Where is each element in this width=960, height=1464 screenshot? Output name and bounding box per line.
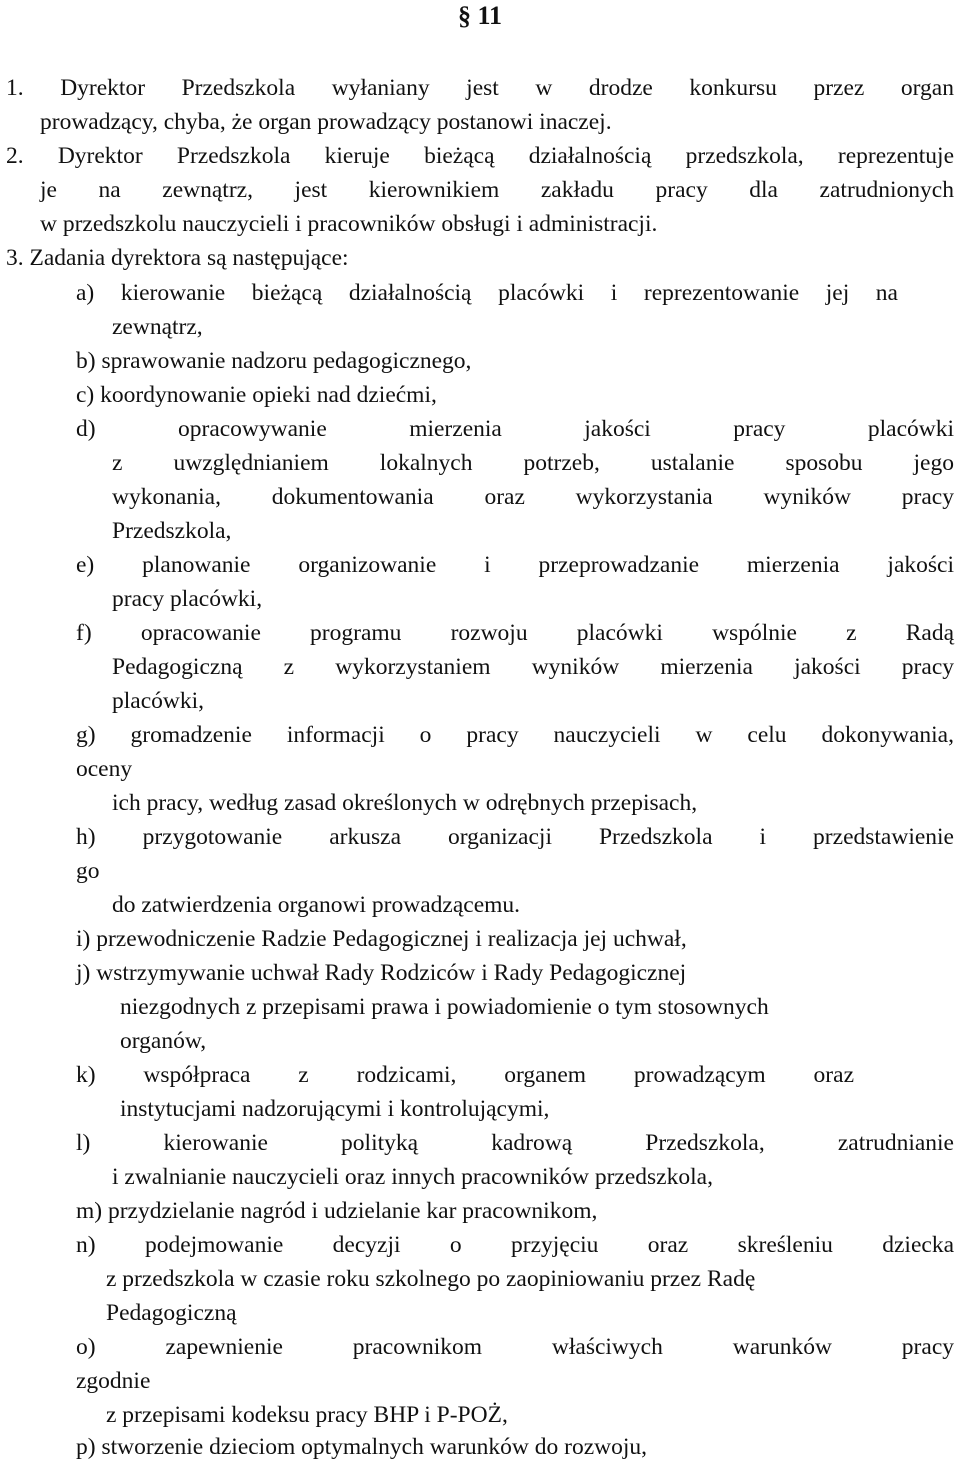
section-heading: § 11 — [457, 1, 503, 30]
task-g-line-2: oceny — [76, 756, 133, 782]
task-g-line-1: g) gromadzenie informacji o pracy nauczycieli w celu dokonywania, — [76, 722, 954, 748]
task-j-line-2: niezgodnych z przepisami prawa i powiadomienie o tym stosownych — [120, 994, 769, 1020]
task-b: b) sprawowanie nadzoru pedagogicznego, — [76, 348, 472, 374]
task-e-line-2: pracy placówki, — [112, 586, 263, 612]
paragraph-2-line-1: 2. Dyrektor Przedszkola kieruje bieżącą działalnością przedszkola, reprezentuje — [6, 143, 954, 169]
task-d-line-4: Przedszkola, — [112, 518, 232, 544]
task-c: c) koordynowanie opieki nad dziećmi, — [76, 382, 437, 408]
task-l-line-1: l) kierowanie polityką kadrową Przedszkola, zatrudnianie — [76, 1130, 954, 1156]
paragraph-1-line-2: prowadzący, chyba, że organ prowadzący postanowi inaczej. — [40, 109, 612, 135]
task-h-line-2: go — [76, 858, 100, 884]
task-f-line-2: Pedagogiczną z wykorzystaniem wyników mierzenia jakości pracy — [112, 654, 954, 680]
paragraph-1-line-1: 1. Dyrektor Przedszkola wyłaniany jest w drodze konkursu przez organ — [6, 75, 954, 101]
task-l-line-2: i zwalnianie nauczycieli oraz innych pracowników przedszkola, — [112, 1164, 713, 1190]
task-d-line-3: wykonania, dokumentowania oraz wykorzystania wyników pracy — [112, 484, 954, 510]
task-i: i) przewodniczenie Radzie Pedagogicznej i realizacja jej uchwał, — [76, 926, 687, 952]
task-o-line-1: o) zapewnienie pracownikom właściwych warunków pracy — [76, 1334, 954, 1360]
task-k-line-1: k) współpraca z rodzicami, organem prowadzącym oraz — [76, 1062, 854, 1088]
task-a-line-1: a) kierowanie bieżącą działalnością placówki i reprezentowanie jej na — [76, 280, 898, 306]
task-p: p) stworzenie dzieciom optymalnych warunków do rozwoju, — [76, 1434, 648, 1460]
task-h-line-1: h) przygotowanie arkusza organizacji Przedszkola i przedstawienie — [76, 824, 954, 850]
task-f-line-1: f) opracowanie programu rozwoju placówki wspólnie z Radą — [76, 620, 954, 646]
task-o-line-3: z przepisami kodeksu pracy BHP i P-POŻ, — [106, 1402, 508, 1428]
task-o-line-2: zgodnie — [76, 1368, 151, 1394]
task-e-line-1: e) planowanie organizowanie i przeprowadzanie mierzenia jakości — [76, 552, 954, 578]
task-n-line-2: z przedszkola w czasie roku szkolnego po zaopiniowaniu przez Radę — [106, 1266, 756, 1292]
task-k-line-2: instytucjami nadzorującymi i kontrolującymi, — [120, 1096, 550, 1122]
task-j-line-3: organów, — [120, 1028, 207, 1054]
task-f-line-3: placówki, — [112, 688, 205, 714]
task-n-line-1: n) podejmowanie decyzji o przyjęciu oraz skreśleniu dziecka — [76, 1232, 954, 1258]
paragraph-2-line-2: je na zewnątrz, jest kierownikiem zakładu pracy dla zatrudnionych — [40, 177, 954, 203]
task-h-line-3: do zatwierdzenia organowi prowadzącemu. — [112, 892, 521, 918]
task-d-line-2: z uwzględnianiem lokalnych potrzeb, ustalanie sposobu jego — [112, 450, 954, 476]
paragraph-3-intro: 3. Zadania dyrektora są następujące: — [6, 245, 349, 271]
task-m: m) przydzielanie nagród i udzielanie kar pracownikom, — [76, 1198, 598, 1224]
task-n-line-3: Pedagogiczną — [106, 1300, 237, 1326]
task-j-line-1: j) wstrzymywanie uchwał Rady Rodziców i Rady Pedagogicznej — [76, 960, 687, 986]
task-a-line-2: zewnątrz, — [112, 314, 203, 340]
paragraph-2-line-3: w przedszkolu nauczycieli i pracowników obsługi i administracji. — [40, 211, 658, 237]
task-d-line-1: d) opracowywanie mierzenia jakości pracy placówki — [76, 416, 954, 442]
task-g-line-3: ich pracy, według zasad określonych w odrębnych przepisach, — [112, 790, 698, 816]
